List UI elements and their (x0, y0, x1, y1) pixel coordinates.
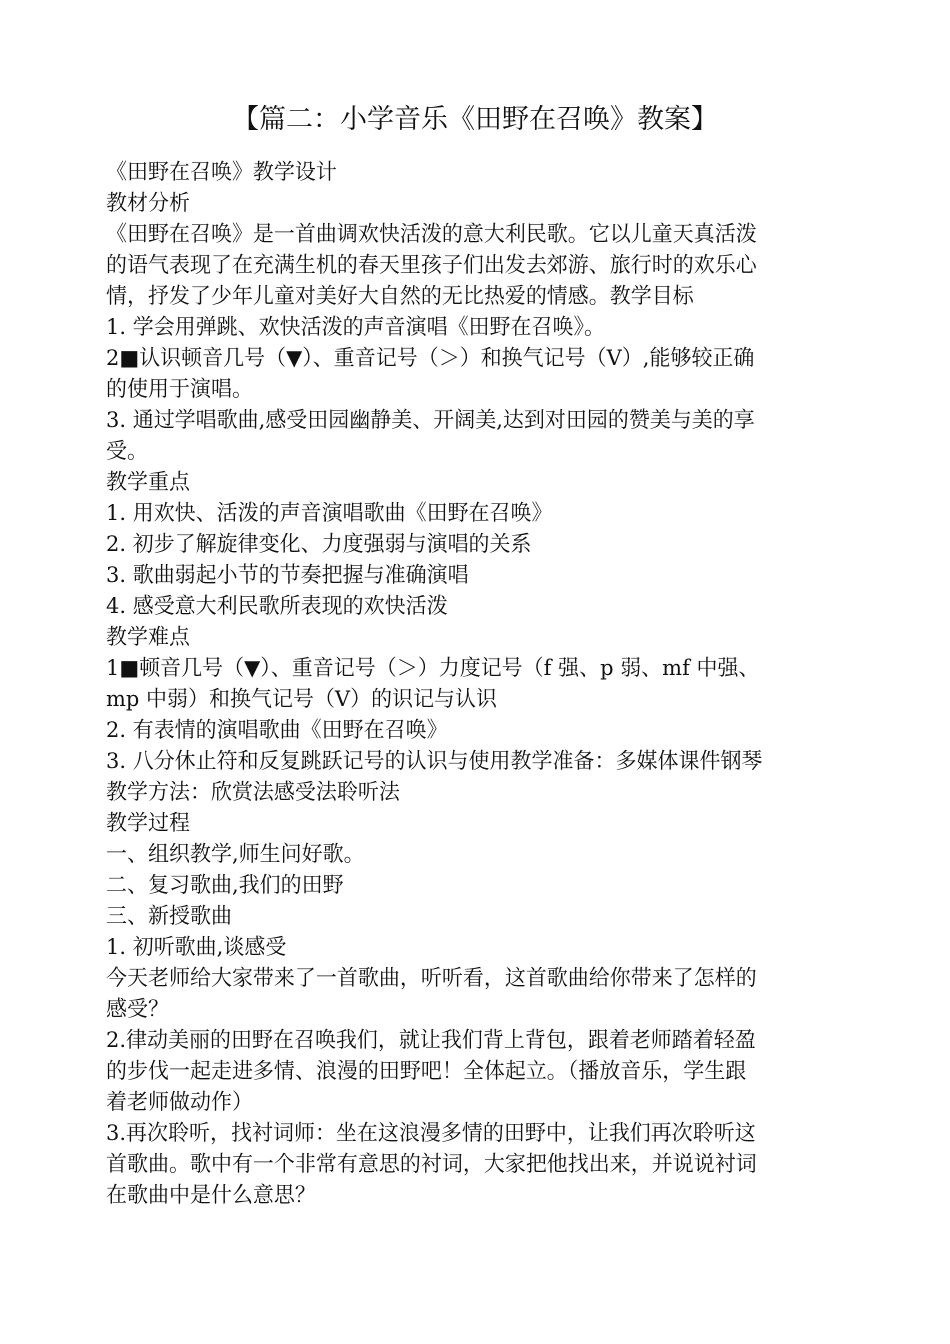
body-line: 着老师做动作） (106, 1090, 253, 1115)
document-body (106, 157, 866, 1211)
body-line: 教学过程 (106, 811, 190, 836)
body-line: 的语气表现了在充满生机的春天里孩子们出发去郊游、旅行时的欢乐心 (106, 253, 757, 278)
body-line: 2.律动美丽的田野在召唤我们，就让我们背上背包，跟着老师踏着轻盈 (106, 1028, 756, 1053)
body-line: 一、组织教学,师生问好歌。 (106, 842, 365, 867)
body-line: 3.再次聆听，找衬词师：坐在这浪漫多情的田野中，让我们再次聆听这 (106, 1121, 756, 1146)
body-line: 3. 歌曲弱起小节的节奏把握与准确演唱 (106, 563, 469, 588)
body-line: 二、复习歌曲,我们的田野 (106, 873, 344, 898)
body-line: 2. 初步了解旋律变化、力度强弱与演唱的关系 (106, 532, 532, 557)
body-line: 1. 初听歌曲,谈感受 (106, 935, 287, 960)
body-line: 2■认识顿音几号（▼）、重音记号（＞）和换气记号（V）,能够较正确 (106, 346, 755, 371)
body-line: 感受？ (106, 997, 169, 1022)
body-line: 三、新授歌曲 (106, 904, 232, 929)
body-line: 1. 学会用弹跳、欢快活泼的声音演唱《田野在召唤》。 (106, 315, 606, 340)
body-line: 情，抒发了少年儿童对美好大自然的无比热爱的情感。教学目标 (106, 284, 694, 309)
body-line: 3. 通过学唱歌曲,感受田园幽静美、开阔美,达到对田园的赞美与美的享 (106, 408, 755, 433)
body-line: 的使用于演唱。 (106, 377, 253, 402)
body-line: 4. 感受意大利民歌所表现的欢快活泼 (106, 594, 448, 619)
body-line: 教学重点 (106, 470, 190, 495)
body-line: 《田野在召唤》教学设计 (106, 160, 337, 185)
document-title: 【篇二：小学音乐《田野在召唤》教案】 (232, 104, 718, 135)
body-line: 教学难点 (106, 625, 190, 650)
body-line: 的步伐一起走进多情、浪漫的田野吧！全体起立。（播放音乐，学生跟 (106, 1059, 747, 1084)
body-line: 3. 八分休止符和反复跳跃记号的认识与使用教学准备：多媒体课件钢琴 (106, 749, 763, 774)
body-line: 《田野在召唤》是一首曲调欢快活泼的意大利民歌。它以儿童天真活泼 (106, 222, 757, 247)
body-line: 1■顿音几号（▼）、重音记号（＞）力度记号（f 强、p 弱、mf 中强、 (106, 656, 760, 681)
body-line: mp 中弱）和换气记号（V）的识记与认识 (106, 687, 498, 712)
body-line: 首歌曲。歌中有一个非常有意思的衬词，大家把他找出来，并说说衬词 (106, 1152, 757, 1177)
body-line: 受。 (106, 439, 148, 464)
body-line: 在歌曲中是什么意思？ (106, 1183, 316, 1208)
body-line: 教材分析 (106, 191, 190, 216)
body-line: 教学方法：欣赏法感受法聆听法 (106, 780, 400, 805)
body-line: 今天老师给大家带来了一首歌曲，听听看，这首歌曲给你带来了怎样的 (106, 966, 757, 991)
body-line: 1. 用欢快、活泼的声音演唱歌曲《田野在召唤》 (106, 501, 553, 526)
body-line: 2. 有表情的演唱歌曲《田野在召唤》 (106, 718, 448, 743)
